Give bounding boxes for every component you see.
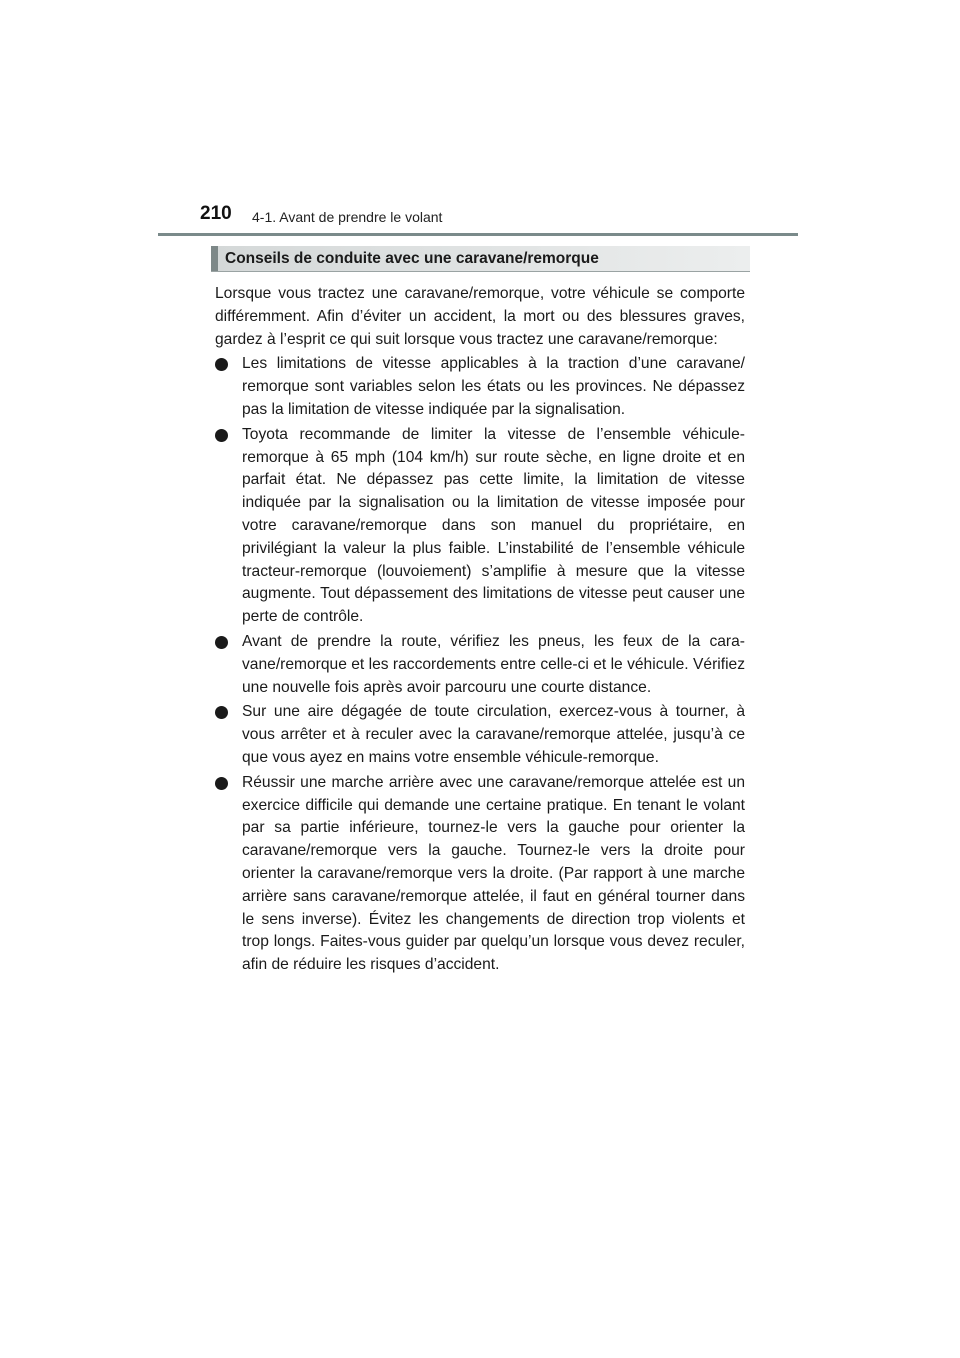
list-item-text: Réussir une marche arrière avec une caravane/remorque attelée est un exercice difficile qui demande une certaine pratique. En tenant le volant par sa partie inférieure, tournez-le vers la gauche pour orienter la caravane/remorque vers la gauche. Tournez-le vers la droite pour orienter la caravane/remorque vers la droite. (Par rapport à une marche arrière sans caravane/remorque attelée, il faut en général tourner dans le sens inverse). Évitez les changements de direction trop violents et trop longs. Faites-vous guider par quelqu’un lorsque vous devez reculer, afin de réduire les risques d’accident. (242, 773, 745, 974)
list-item (215, 424, 745, 629)
bullet-list (215, 353, 745, 977)
section-heading (211, 246, 750, 272)
bullet-icon (215, 777, 228, 790)
section-content (215, 283, 745, 979)
bullet-icon (215, 358, 228, 371)
list-item-text: Les limitations de vitesse applicables à la traction d’une caravane/ remorque sont variables selon les états ou les provinces. Ne dépassez pas la limitation de vitesse indiquée par la signalisation. (242, 355, 745, 418)
list-item-text: Sur une aire dégagée de toute circulation, exercez-vous à tourner, à vous arrêter et à reculer avec la caravane/remorque attelée, jusqu’à ce que vous ayez en mains votre ensemble véhicule-remorque. (242, 703, 745, 766)
list-item (215, 772, 745, 977)
header-divider (158, 233, 798, 236)
list-item-text: Toyota recommande de limiter la vitesse de l’ensemble véhicule-remorque à 65 mph (104 km/h) sur route sèche, en ligne droite et en parfait état. Ne dépassez pas cette limite, la limitation de vitesse indiquée par la signalisation ou la limitation de vitesse imposée pour votre caravane/remorque dans son manuel du propriétaire, en privilégiant la valeur la plus faible. L’instabilité de l’ensemble véhicule tracteur-remorque (louvoiement) s’amplifie à mesure que la vitesse augmente. Tout dépassement des limitations de vitesse peut causer une perte de contrôle. (242, 425, 745, 626)
intro-paragraph: Lorsque vous tractez une caravane/remorque, votre véhicule se comporte différemment. Afin d’éviter un accident, la mort ou des blessures graves, gardez à l’esprit ce qui suit lorsque vous tractez une caravane/remorque: (215, 285, 745, 348)
bullet-icon (215, 636, 228, 649)
page-header (158, 200, 798, 234)
list-item (215, 353, 745, 421)
page-number: 210 (200, 203, 232, 224)
bullet-icon (215, 706, 228, 719)
list-item (215, 631, 745, 699)
section-heading-label: Conseils de conduite avec une caravane/remorque (225, 250, 599, 267)
heading-accent-bar (211, 246, 218, 271)
bullet-icon (215, 429, 228, 442)
chapter-title: 4-1. Avant de prendre le volant (252, 209, 443, 225)
list-item (215, 701, 745, 769)
list-item-text: Avant de prendre la route, vérifiez les pneus, les feux de la caravane/remorque et les raccordements entre celle-ci et le véhicule. Vérifiez une nouvelle fois après avoir parcouru une courte distance. (242, 632, 745, 696)
